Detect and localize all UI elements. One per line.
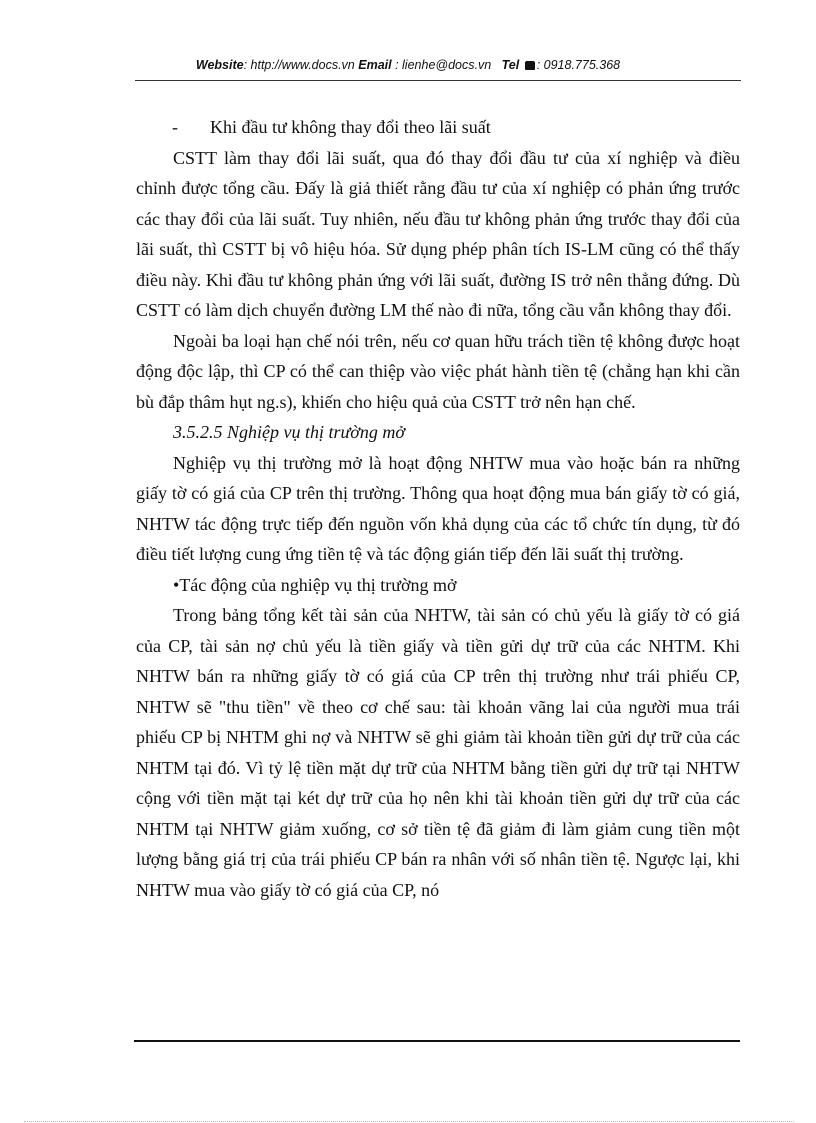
paragraph-4: Trong bảng tổng kết tài sản của NHTW, tài sản có chủ yếu là giấy tờ có giá của CP, tài sản nợ chủ yếu là tiền giấy và tiền gửi dự trữ của các NHTM. Khi NHTW bán ra những giấy tờ có giá của CP trên thị trường như trái phiếu CP, NHTW sẽ "thu tiền" về theo cơ chế sau: tài khoản vãng lai của người mua trái phiếu CP bị NHTM ghi nợ và NHTW sẽ ghi giảm tài khoản tiền gửi dự trữ của các NHTM tại đó. Vì tỷ lệ tiền mặt dự trữ của NHTM bằng tiền gửi dự trữ tại NHTW cộng với tiền mặt tại két dự trữ của họ nên khi tài khoản tiền gửi dự trữ của các NHTM tại NHTW giảm xuống, cơ sở tiền tệ đã giảm đi làm giảm cung tiền một lượng bằng giá trị của trái phiếu CP bán ra nhân với số nhân tiền tệ. Ngược lại, khi NHTW mua vào giấy tờ có giá của CP, nó	[136, 605, 740, 900]
paragraph-1: CSTT làm thay đổi lãi suất, qua đó thay đổi đầu tư của xí nghiệp và điều chỉnh được tổng cầu. Đấy là giả thiết rằng đầu tư của xí nghiệp có phản ứng trước các thay đổi của lãi suất. Tuy nhiên, nếu đầu tư không phản ứng trước thay đổi của lãi suất, thì CSTT bị vô hiệu hóa. Sử dụng phép phân tích IS-LM cũng có thể thấy điều này. Khi đầu tư không phản ứng với lãi suất, đường IS trở nên thẳng đứng. Dù CSTT có làm dịch chuyển đường LM thế nào đi nữa, tổng cầu vẫn không thay đổi.	[136, 147, 740, 320]
dash-marker: -	[172, 117, 178, 137]
website-label: Website	[195, 58, 244, 72]
bullet-item	[136, 112, 740, 143]
section-heading: 3.5.2.5 Nghiệp vụ thị trường mở	[173, 422, 406, 442]
footer-rule	[134, 1040, 740, 1042]
bottom-dotted-border	[24, 1121, 794, 1122]
document-body	[136, 112, 740, 905]
tel-label: Tel	[501, 58, 520, 72]
website-value: : http://www.docs.vn	[243, 58, 355, 72]
tel-value: : 0918.775.368	[536, 58, 621, 72]
email-value: : lienhe@docs.vn	[391, 58, 492, 72]
dot-bullet-item: •Tác động của nghiệp vụ thị trường mở	[173, 574, 457, 595]
bullet-text: Khi đầu tư không thay đổi theo lãi suất	[210, 117, 491, 137]
header-rule	[135, 80, 741, 81]
paragraph-2: Ngoài ba loại hạn chế nói trên, nếu cơ quan hữu trách tiền tệ không được hoạt động độc lập, thì CP có thể can thiệp vào việc phát hành tiền tệ (chẳng hạn khi cần bù đắp thâm hụt ng.s), khiến cho hiệu quả của CSTT trở nên hạn chế.	[136, 330, 740, 412]
page-header	[0, 58, 816, 72]
paragraph-3: Nghiệp vụ thị trường mở là hoạt động NHTW mua vào hoặc bán ra những giấy tờ có giá của CP trên thị trường. Thông qua hoạt động mua bán giấy tờ có giá, NHTW tác động trực tiếp đến nguồn vốn khả dụng của các tổ chức tín dụng, từ đó điều tiết lượng cung ứng tiền tệ và tác động gián tiếp đến lãi suất thị trường.	[136, 452, 740, 564]
email-label: Email	[358, 58, 392, 72]
phone-icon	[525, 61, 535, 70]
